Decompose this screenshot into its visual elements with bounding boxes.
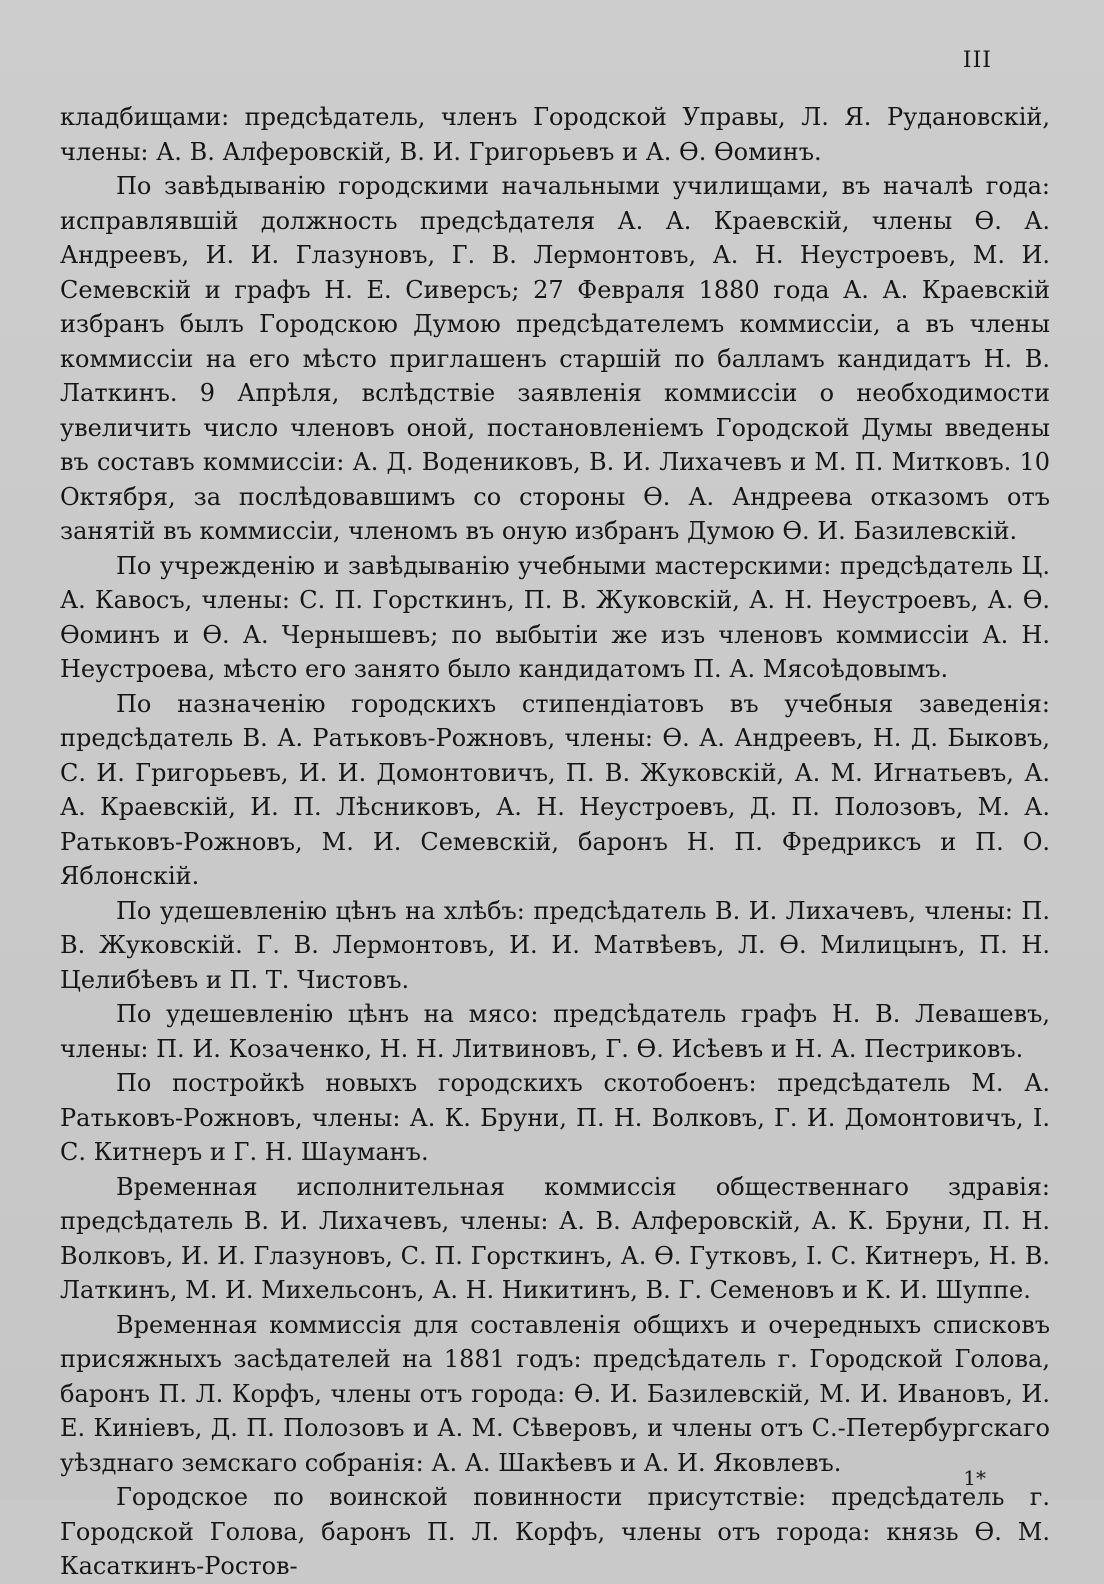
printer-signature-mark: 1* [963, 1466, 986, 1490]
paragraph-slaughterhouses: По постройкѣ новыхъ городскихъ скотобоенъ: предсѣдатель М. А. Ратьковъ-Рожновъ, члены: А. К. Бруни, П. Н. Волковъ, Г. И. Домонтовичъ, І. С. Китнеръ и Г. Н. Шауманъ. [60, 1069, 1050, 1166]
main-text [60, 100, 1050, 1584]
paragraph-jury-lists: Временная коммиссія для составленія общихъ и очередныхъ списковъ присяжныхъ засѣдателей на 1881 годъ: предсѣдатель г. Городской Голова, баронъ П. Л. Корфъ, члены отъ города: Ѳ. И. Базилевскій, М. И. Ивановъ, И. Е. Киніевъ, Д. П. Полозовъ и А. М. Сѣверовъ, и члены отъ С.-Петербургскаго уѣзднаго земскаго собранія: А. А. Шакѣевъ и А. И. Яковлевъ. [60, 1310, 1050, 1477]
paragraph-workshops: По учрежденію и завѣдыванію учебными мастерскими: предсѣдатель Ц. А. Кавосъ, члены: С. П. Горсткинъ, П. В. Жуковскій, А. Н. Неустроевъ, А. Ѳ. Ѳоминъ и Ѳ. А. Чернышевъ; по выбытіи же изъ членовъ коммиссіи А. Н. Неустроева, мѣсто его занято было кандидатомъ П. А. Мясоѣдовымъ. [60, 551, 1050, 683]
paragraph-public-health: Временная исполнительная коммиссія общественнаго здравія: предсѣдатель В. И. Лихачевъ, члены: А. В. Алферовскій, А. К. Бруни, П. Н. Волковъ, И. И. Глазуновъ, С. П. Горсткинъ, А. Ѳ. Гутковъ, І. С. Китнеръ, Н. В. Латкинъ, М. И. Михельсонъ, А. Н. Никитинъ, В. Г. Семеновъ и К. И. Шуппе. [60, 1172, 1050, 1304]
paragraph-meat-prices: По удешевленію цѣнъ на мясо: предсѣдатель графъ Н. В. Левашевъ, члены: П. И. Козаченко, Н. Н. Литвиновъ, Г. Ѳ. Исѣевъ и Н. А. Пестриковъ. [60, 1000, 1050, 1063]
paragraph-bread-prices: По удешевленію цѣнъ на хлѣбъ: предсѣдатель В. И. Лихачевъ, члены: П. В. Жуковскій. Г. В. Лермонтовъ, И. И. Матвѣевъ, Л. Ѳ. Милицынъ, П. Н. Целибѣевъ и П. Т. Чистовъ. [60, 896, 1050, 994]
paragraph-military-service: Городское по воинской повинности присутствіе: предсѣдатель г. Городской Голова, баронъ П. Л. Корфъ, члены отъ города: князь Ѳ. М. Касаткинъ-Ростов- [60, 1483, 1050, 1580]
page-number: III [962, 48, 992, 73]
paragraph-stipends: По назначенію городскихъ стипендіатовъ въ учебныя заведенія: предсѣдатель В. А. Ратьковъ-Рожновъ, члены: Ѳ. А. Андреевъ, Н. Д. Быковъ, С. И. Григорьевъ, И. И. Домонтовичъ, П. В. Жуковскій, А. М. Игнатьевъ, А. А. Краевскій, И. П. Лѣсниковъ, А. Н. Неустроевъ, Д. П. Полозовъ, М. А. Ратьковъ-Рожновъ, М. И. Семевскій, баронъ Н. П. Фредриксъ и П. О. Яблонскій. [60, 689, 1050, 890]
paragraph-continuation: кладбищами: предсѣдатель, членъ Городской Управы, Л. Я. Рудановскій, члены: А. В. Алферовскій, В. И. Григорьевъ и А. Ѳ. Ѳоминъ. [60, 103, 1050, 166]
paragraph-primary-schools: По завѣдыванію городскими начальными училищами, въ началѣ года: исправлявшій должность предсѣдателя А. А. Краевскій, члены Ѳ. А. Андреевъ, И. И. Глазуновъ, Г. В. Лермонтовъ, А. Н. Неустроевъ, М. И. Семевскій и графъ Н. Е. Сиверсъ; 27 Февраля 1880 года А. А. Краевскій избранъ былъ Городскою Думою предсѣдателемъ коммиссіи, а въ члены коммиссіи на его мѣсто приглашенъ старшій по балламъ кандидатъ Н. В. Латкинъ. 9 Апрѣля, вслѣдствіе заявленія коммиссіи о необходимости увеличить число членовъ оной, постановленіемъ Городской Думы введены въ составъ коммиссіи: А. Д. Водениковъ, В. И. Лихачевъ и М. П. Митковъ. 10 Октября, за послѣдовавшимъ со стороны Ѳ. А. Андреева отказомъ отъ занятій въ коммиссіи, членомъ въ оную избранъ Думою Ѳ. И. Базилевскій. [60, 172, 1050, 545]
